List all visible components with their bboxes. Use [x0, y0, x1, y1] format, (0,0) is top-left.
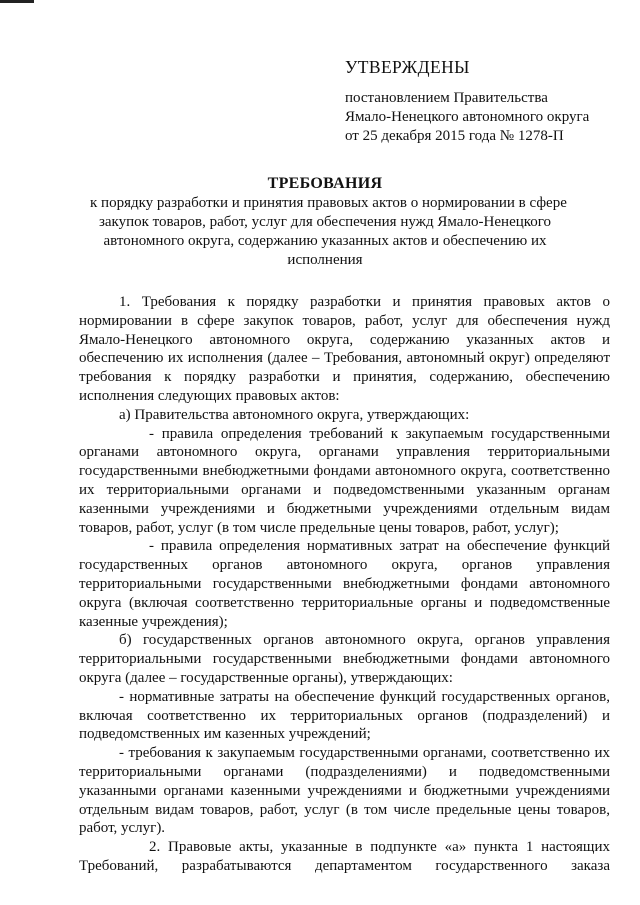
- list-item-rules-requirements: - правила определения требований к закупаемым государственными органами автономного округа, органами управления территориальными государственными внебюджетными фондами автономного округа, соответственно их территориальными органами и подведомственными указанным органам казенными учреждениями и бюджетными учреждениями отдельным видам товаров, работ, услуг (в том числе предельные цены товаров, работ, услуг);: [79, 425, 610, 536]
- list-item-normative-costs: - нормативные затраты на обеспечение функций государственных органов, включая соответственно их территориальных органов (подразделений) и подведомственных им казенных учреждений;: [79, 688, 610, 743]
- approval-line-1: постановлением Правительства: [345, 90, 548, 106]
- approval-line-2: Ямало-Ненецкого автономного округа: [345, 109, 590, 125]
- document-title: ТРЕБОВАНИЯ: [267, 175, 383, 192]
- document-subtitle: [90, 194, 567, 270]
- paragraph-2: 2. Правовые акты, указанные в подпункте «а» пункта 1 настоящих Требований, разрабатываются департаментом государственного заказа: [79, 839, 610, 874]
- subtitle-line-3: автономного округа, содержанию указанных актов и обеспечению их: [103, 233, 547, 249]
- paragraph-1a: а) Правительства автономного округа, утверждающих:: [119, 406, 470, 423]
- approval-block: [345, 58, 625, 146]
- approval-line-3: от 25 декабря 2015 года № 1278-П: [345, 128, 564, 144]
- scan-corner-mark: [0, 0, 34, 3]
- approval-heading: УТВЕРЖДЕНЫ: [345, 57, 470, 77]
- paragraph-1b: б) государственных органов автономного округа, органов управления территориальными государственными внебюджетными фондами автономного округа (далее – государственные органы), утверждающих:: [79, 632, 610, 686]
- list-item-rules-normative-costs: - правила определения нормативных затрат на обеспечение функций государственных органов автономного округа, органов управления территориальными государственными внебюджетными фондами автономного округа (включая соответственно территориальные органы и подведомственные казенные учреждения);: [79, 538, 610, 630]
- subtitle-line-1: к порядку разработки и принятия правовых актов о нормировании в сфере: [90, 195, 567, 211]
- document-body: [79, 293, 610, 876]
- subtitle-line-2: закупок товаров, работ, услуг для обеспечения нужд Ямало-Ненецкого: [98, 214, 552, 230]
- paragraph-1: 1. Требования к порядку разработки и принятия правовых актов о нормировании в сфере закупок товаров, работ, услуг для обеспечения нужд Ямало-Ненецкого автономного округа, содержанию указанных актов и обеспечению их исполнения (далее – Требования, автономный округ) определяют требования к порядку разработки и принятия, содержанию, обеспечению исполнения следующих правовых актов:: [79, 294, 610, 404]
- document-title-block: [90, 174, 567, 270]
- subtitle-line-4: исполнения: [287, 252, 363, 268]
- list-item-purchase-requirements: - требования к закупаемым государственными органами, соответственно их территориальными органами (подразделениями) и подведомственными указанными органами казенными учреждениями и бюджетными учреждениями отдельным видам товаров, работ, услуг (в том числе предельные цены товаров, работ, услуг).: [79, 745, 610, 837]
